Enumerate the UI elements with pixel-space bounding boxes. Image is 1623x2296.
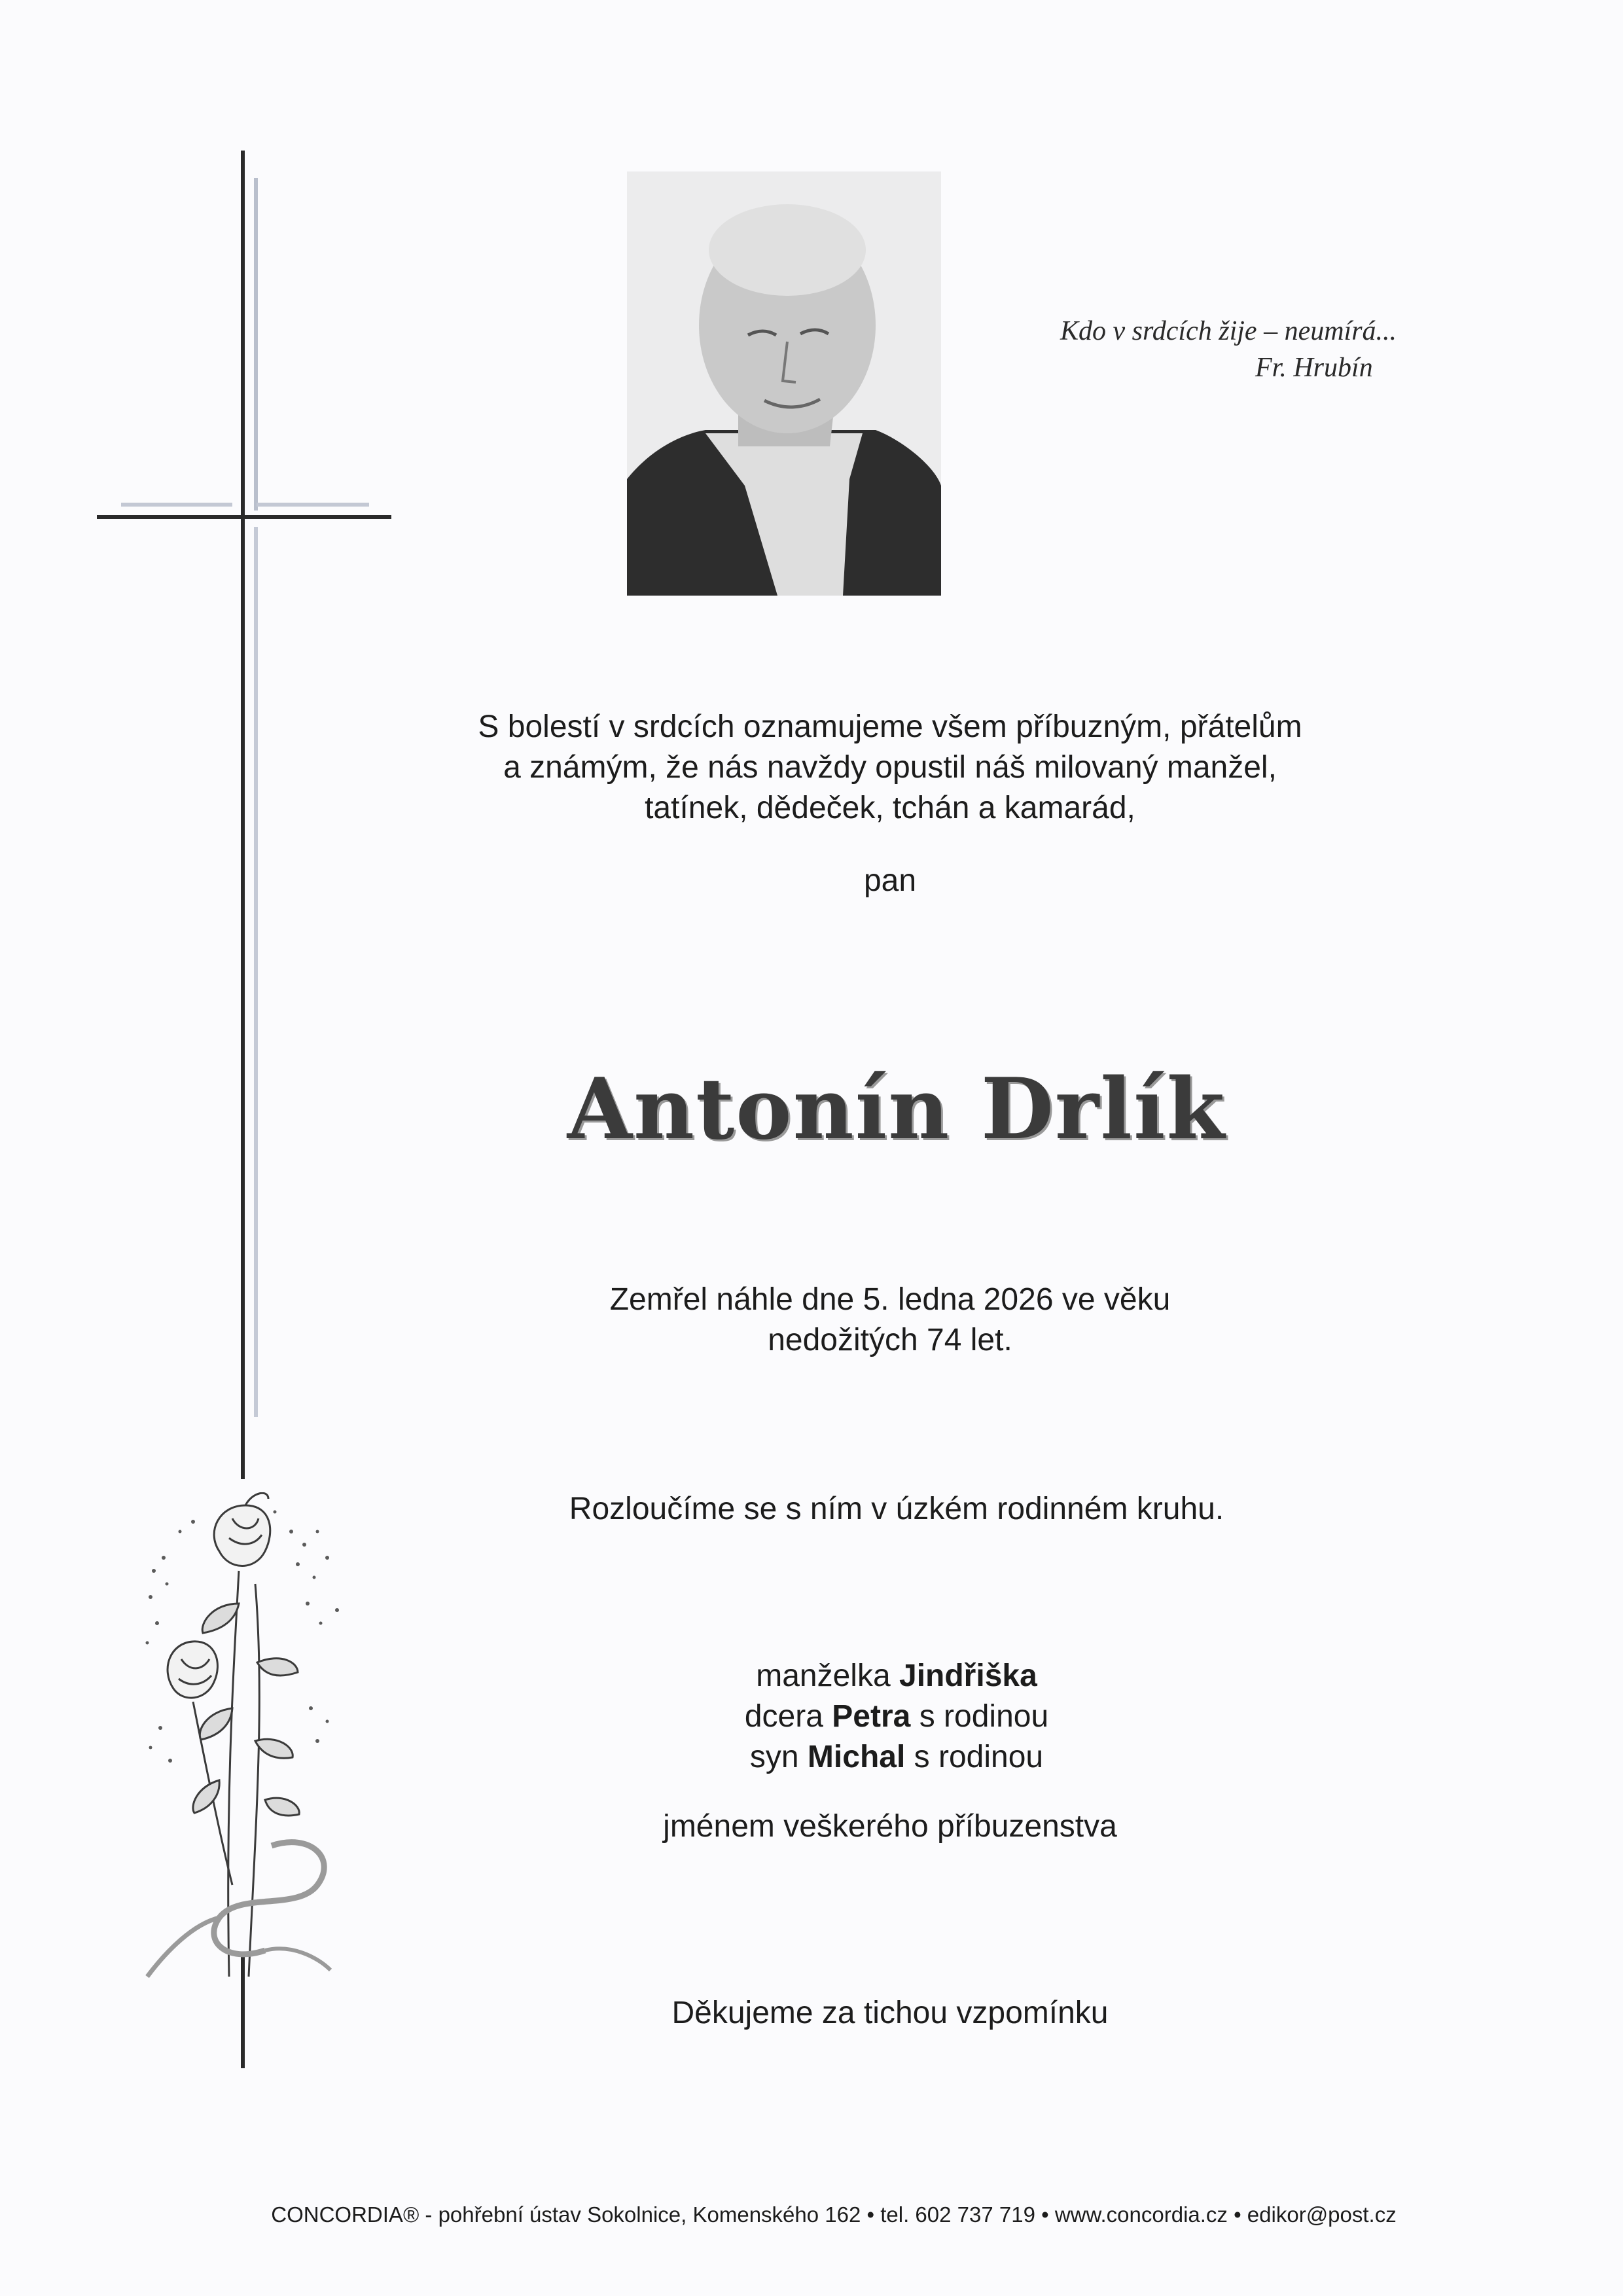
mourner-name: Jindřiška: [899, 1659, 1037, 1693]
portrait-photo: [627, 171, 941, 596]
mourner-1: [249, 1656, 1544, 1696]
death-info: [249, 1280, 1531, 1361]
announcement-line-1: S bolestí v srdcích oznamujeme všem příbuzným, přátelům: [478, 709, 1302, 744]
death-info-line-2: nedožitých 74 let.: [768, 1323, 1012, 1357]
motto-author: Fr. Hrubín: [1255, 353, 1373, 383]
mourners-list: [249, 1656, 1544, 1778]
cross-shadow-bar-left: [121, 503, 232, 507]
footer-contact: CONCORDIA® - pohřební ústav Sokolnice, Komenského 162 • tel. 602 737 719 • www.concordia.cz • edikor@post.cz: [271, 2202, 1397, 2227]
mourner-suffix: s rodinou: [914, 1740, 1044, 1774]
portrait-silhouette-icon: [627, 171, 941, 596]
deceased-name: Antonín Drlík: [567, 1060, 1226, 1158]
mourner-relation: syn: [749, 1740, 799, 1774]
announcement-line-3: tatínek, dědeček, tchán a kamarád,: [645, 791, 1135, 825]
salutation: pan: [863, 863, 917, 898]
farewell-text: Rozloučíme se s ním v úzkém rodinném kruhu.: [569, 1492, 1224, 1526]
on-behalf-text: jménem veškerého příbuzenstva: [663, 1809, 1117, 1844]
mourner-relation: dcera: [744, 1699, 823, 1734]
mourner-3: [249, 1737, 1544, 1778]
cross-horizontal-beam: [97, 515, 391, 519]
thanks-text: Děkujeme za tichou vzpomínku: [671, 1996, 1109, 2030]
cross-shadow-vertical-upper: [254, 178, 258, 511]
mourner-name: Petra: [832, 1699, 911, 1734]
motto-quote: Kdo v srdcích žije – neumírá...: [1060, 316, 1397, 346]
mourner-2: [249, 1696, 1544, 1737]
mourner-suffix: s rodinou: [919, 1699, 1049, 1734]
mourner-relation: manželka: [756, 1659, 891, 1693]
mourner-name: Michal: [807, 1740, 906, 1774]
cross-shadow-bar-right: [257, 503, 369, 507]
announcement-text: [249, 707, 1531, 829]
announcement-line-2: a známým, že nás navždy opustil náš milovaný manžel,: [503, 750, 1277, 785]
cross-vertical-beam: [241, 151, 245, 1479]
death-info-line-1: Zemřel náhle dne 5. ledna 2026 ve věku: [609, 1282, 1171, 1317]
